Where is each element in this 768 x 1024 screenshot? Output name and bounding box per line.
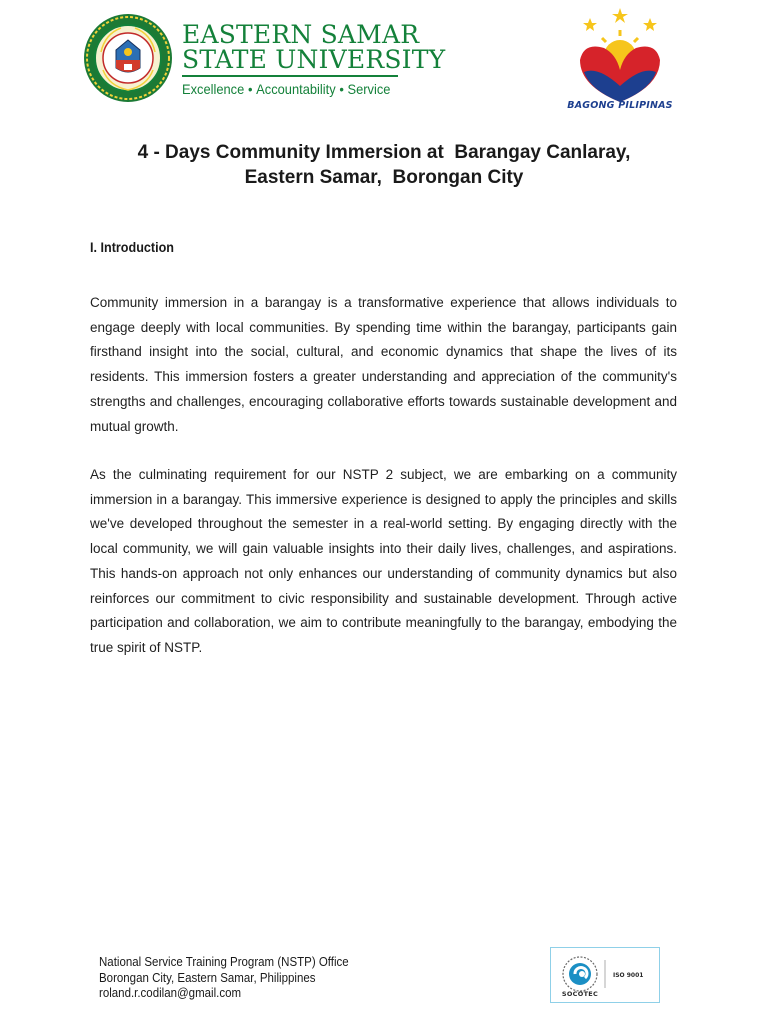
university-name-line-1: EASTERN SAMAR [182,20,420,49]
university-name-divider [182,75,398,77]
motto-item: Excellence [182,81,245,97]
motto-item: Accountability [256,81,336,97]
document-title [90,140,678,190]
footer-email-line: roland.r.codilan@gmail.com [99,986,242,1000]
university-name-line-2: STATE UNIVERSITY [182,45,446,74]
footer-location-line: Borongan City, Eastern Samar, Philippines [99,970,316,985]
section-heading-introduction: I. Introduction [90,239,174,255]
certification-brand: SOCOTEC [561,990,599,998]
university-motto [182,81,391,97]
bagong-pilipinas-label: BAGONG PILIPINAS [567,100,673,111]
university-name [182,20,446,97]
letterhead [0,0,768,120]
university-seal-icon [83,12,173,104]
document-title-line-1: 4 - Days Community Immersion at Barangay Canlaray, [137,142,631,163]
motto-item: Service [347,81,391,97]
paragraph-1: Community immersion in a barangay is a transformative experience that allows individuals to engage deeply with local communities. By spending time within the barangay, participants gain firsthand insight into the social, cultural, and economic dynamics that shape the lives of its residents. This immersion fosters a greater understanding and appreciation of the community's strengths and challenges, encouraging collaborative efforts towards sustainable development and mutual growth. [90,295,677,434]
footer-office-line: National Service Training Program (NSTP) Office [99,955,349,969]
document-title-line-2: Eastern Samar, Borongan City [244,167,524,188]
paragraph-2: As the culminating requirement for our NSTP 2 subject, we are embarking on a community immersion in a barangay. This immersive experience is designed to apply the principles and skills we've developed throughout the semester in a real-world setting. By engaging directly with the local community, we will gain valuable insights into their daily lives, challenges, and aspirations. This hands-on approach not only enhances our understanding of community dynamics but also reinforces our commitment to civic responsibility and sustainable development. Through active participation and collaboration, we aim to contribute meaningfully to the barangay, embodying the true spirit of NSTP. [90,467,677,655]
certification-standard: ISO 9001 [613,972,644,979]
motto-separator: • [339,81,344,97]
footer-address [99,955,349,1002]
certification-badge [550,947,660,1003]
motto-separator: • [247,81,253,97]
